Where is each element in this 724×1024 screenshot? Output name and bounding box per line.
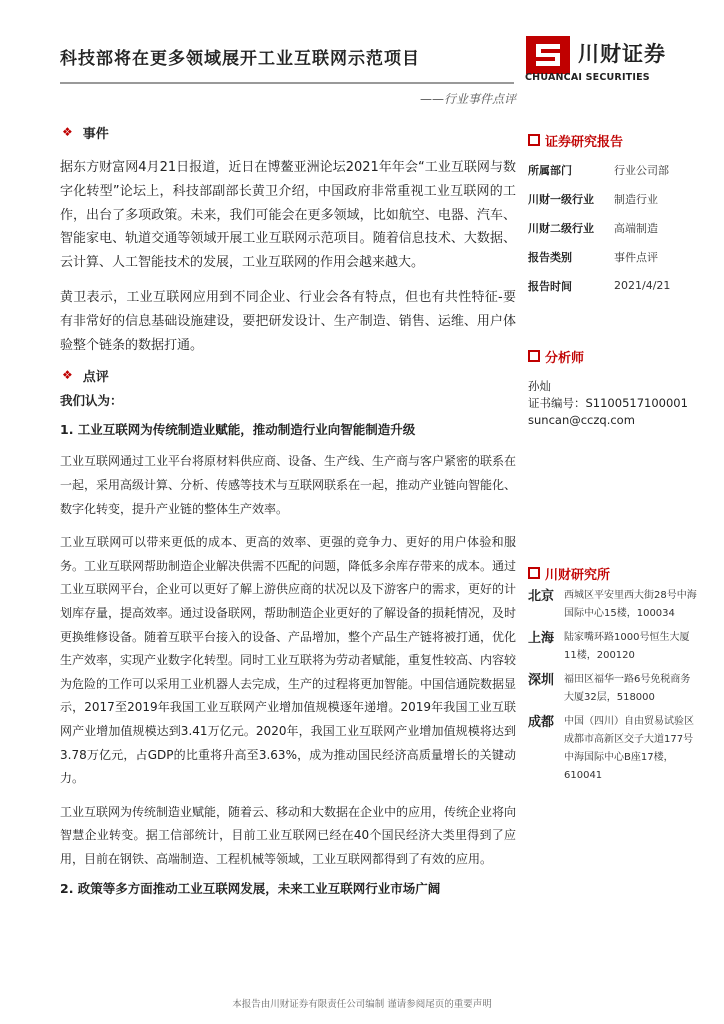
diamond-bullet-icon: ❖ [62, 125, 73, 139]
report-sidebar [528, 128, 698, 785]
point2-title: 2. 政策等多方面推动工业互联网发展，未来工业互联网行业市场广阔 [60, 881, 441, 897]
meta-row: 川财一级行业 制造行业 [528, 192, 658, 206]
we-think-label: 我们认为： [60, 393, 123, 409]
analyst-email[interactable]: suncan@cczq.com [528, 413, 635, 427]
meta-row: 所属部门 行业公司部 [528, 163, 669, 177]
report-subtitle: ——行业事件点评 [419, 92, 516, 106]
meta-row: 报告时间 2021/4/21 [528, 279, 671, 293]
point1-paragraph-3: 工业互联网为传统制造业赋能，随着云、移动和大数据在企业中的应用，传统企业将向智慧企业转变。据工信部统计，目前工业互联网已经在40个国民经济大类里得到了应用，目前在钢铁、高端制造、工程机械等领域，工业互联网都得到了有效的应用。 [60, 804, 517, 866]
report-info-heading: 证券研究报告 [528, 128, 698, 152]
office-row: 成都 中国（四川）自由贸易试验区成都市高新区交子大道177号中海国际中心B座17楼，610041 [528, 715, 694, 781]
brand-name-cn: 川财证券 [578, 42, 666, 66]
meta-row: 报告类别 事件点评 [528, 250, 658, 264]
square-bullet-icon [528, 567, 540, 579]
institute-heading: 川财研究所 [528, 561, 698, 585]
office-row: 深圳 福田区福华一路6号免税商务大厦32层，518000 [528, 673, 691, 703]
header-divider [60, 82, 514, 84]
event-paragraph-1: 据东方财富网4月21日报道，近日在博鳌亚洲论坛2021年年会“工业互联网与数字化转型”论坛上，科技部副部长黄卫介绍，中国政府非常重视工业互联网的工作，出台了多项政策。未来，我们可能会在更多领域，比如航空、电器、汽车、智能家电、轨道交通等领域开展工业互联网示范项目。随着信息技术、大数据、云计算、人工智能技术的发展，工业互联网的作用会越来越大。 [60, 160, 516, 271]
chuancai-logo-icon [526, 36, 570, 74]
event-section-heading: ❖ 事件 [62, 125, 109, 142]
diamond-bullet-icon: ❖ [62, 368, 73, 383]
square-bullet-icon [528, 350, 540, 362]
office-row: 上海 陆家嘴环路1000号恒生大厦11楼，200120 [528, 631, 690, 661]
report-title: 科技部将在更多领域展开工业互联网示范项目 [60, 49, 420, 69]
main-content [60, 120, 516, 900]
meta-row: 川财二级行业 高端制造 [528, 221, 658, 235]
analyst-name: 孙灿 [528, 379, 551, 393]
page-footer: 本报告由川财证券有限责任公司编制 谨请参阅尾页的重要声明 [232, 999, 492, 1010]
analyst-certificate: 证书编号：S1100517100001 [528, 396, 688, 410]
brand-name-en: CHUANCAI SECURITIES [525, 72, 650, 83]
square-bullet-icon [528, 134, 540, 146]
analyst-heading: 分析师 [528, 344, 698, 368]
point1-paragraph-1: 工业互联网通过工业平台将原材料供应商、设备、生产线、生产商与客户紧密的联系在一起，采用高级计算、分析、传感等技术与互联网联系在一起，推动产业链向智能化、数字化转变，提升产业链的整体生产效率。 [60, 454, 517, 516]
comment-section-heading: ❖ 点评 [62, 368, 109, 385]
point1-title: 1. 工业互联网为传统制造业赋能，推动制造行业向智能制造升级 [60, 422, 416, 438]
point1-paragraph-2: 工业互联网可以带来更低的成本、更高的效率、更强的竞争力、更好的用户体验和服务。工业互联网帮助制造企业解决供需不匹配的问题，降低多余库存带来的成本。通过工业互联网平台，企业可以更好了解上游供应商的状况以及下游客户的需求，更好的计划库存量，提高效率。通过设备联网，帮助制造企业更好的了解设备的损耗情况，及时更换维修设备。随着互联平台接入的设备、产品增加，整个产品生产链将被打通，优化生产效率，实现产业数字化转型。同时工业互联将为劳动者赋能，重复性较高、内容较为危险的工作可以采用工业机器人去完成，生产的过程将更加智能。中国信通院数据显示，2017至2019年我国工业互联网产业增加值规模逐年递增。2019年我国工业互联网产业增加值规模达到3.41万亿元。2020年，我国工业互联网产业增加值规模将达到3.78万亿元，占GDP的比重将升高至3.63%，成为推动国民经济高质量增长的关键动力。 [60, 535, 517, 786]
event-paragraph-2: 黄卫表示，工业互联网应用到不同企业、行业会各有特点，但也有共性特征-要有非常好的信息基础设施建设，要把研发设计、生产制造、销售、运维、用户体验整个链条的数据打通。 [60, 289, 516, 353]
office-row: 北京 西城区平安里西大街28号中海国际中心15楼，100034 [528, 589, 697, 619]
